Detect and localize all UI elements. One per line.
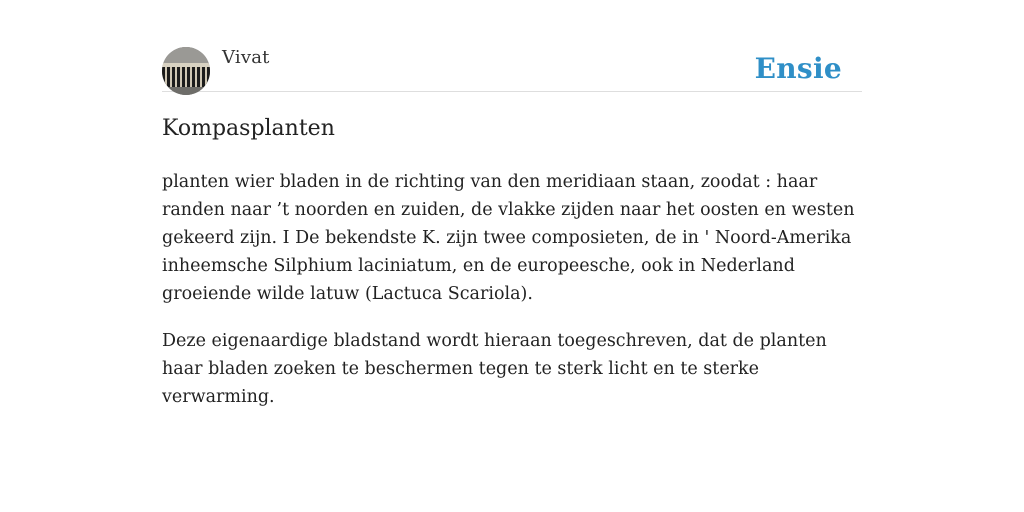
- source-name[interactable]: Vivat: [222, 47, 270, 68]
- page-title: Kompasplanten: [162, 116, 335, 141]
- header: [162, 46, 862, 92]
- article-body: [162, 168, 862, 430]
- paragraph: planten wier bladen in de richting van den meridiaan staan, zoodat : haar randen naar ’t noorden en zuiden, de vlakke zijden naar het oosten en westen gekeerd zijn. I De bekendste K. zijn twee composieten, de in ' Noord-Amerika inheemsche Silphium laciniatum, en de europeesche, ook in Nederland groeiende wilde latuw (Lactuca Scariola).: [162, 172, 855, 304]
- brand-logo[interactable]: Ensie: [754, 52, 842, 85]
- paragraph: Deze eigenaardige bladstand wordt hieraan toegeschreven, dat de planten haar bladen zoeken te beschermen tegen te sterk licht en te sterke verwarming.: [162, 331, 827, 407]
- book-spines-avatar-icon[interactable]: [162, 47, 210, 95]
